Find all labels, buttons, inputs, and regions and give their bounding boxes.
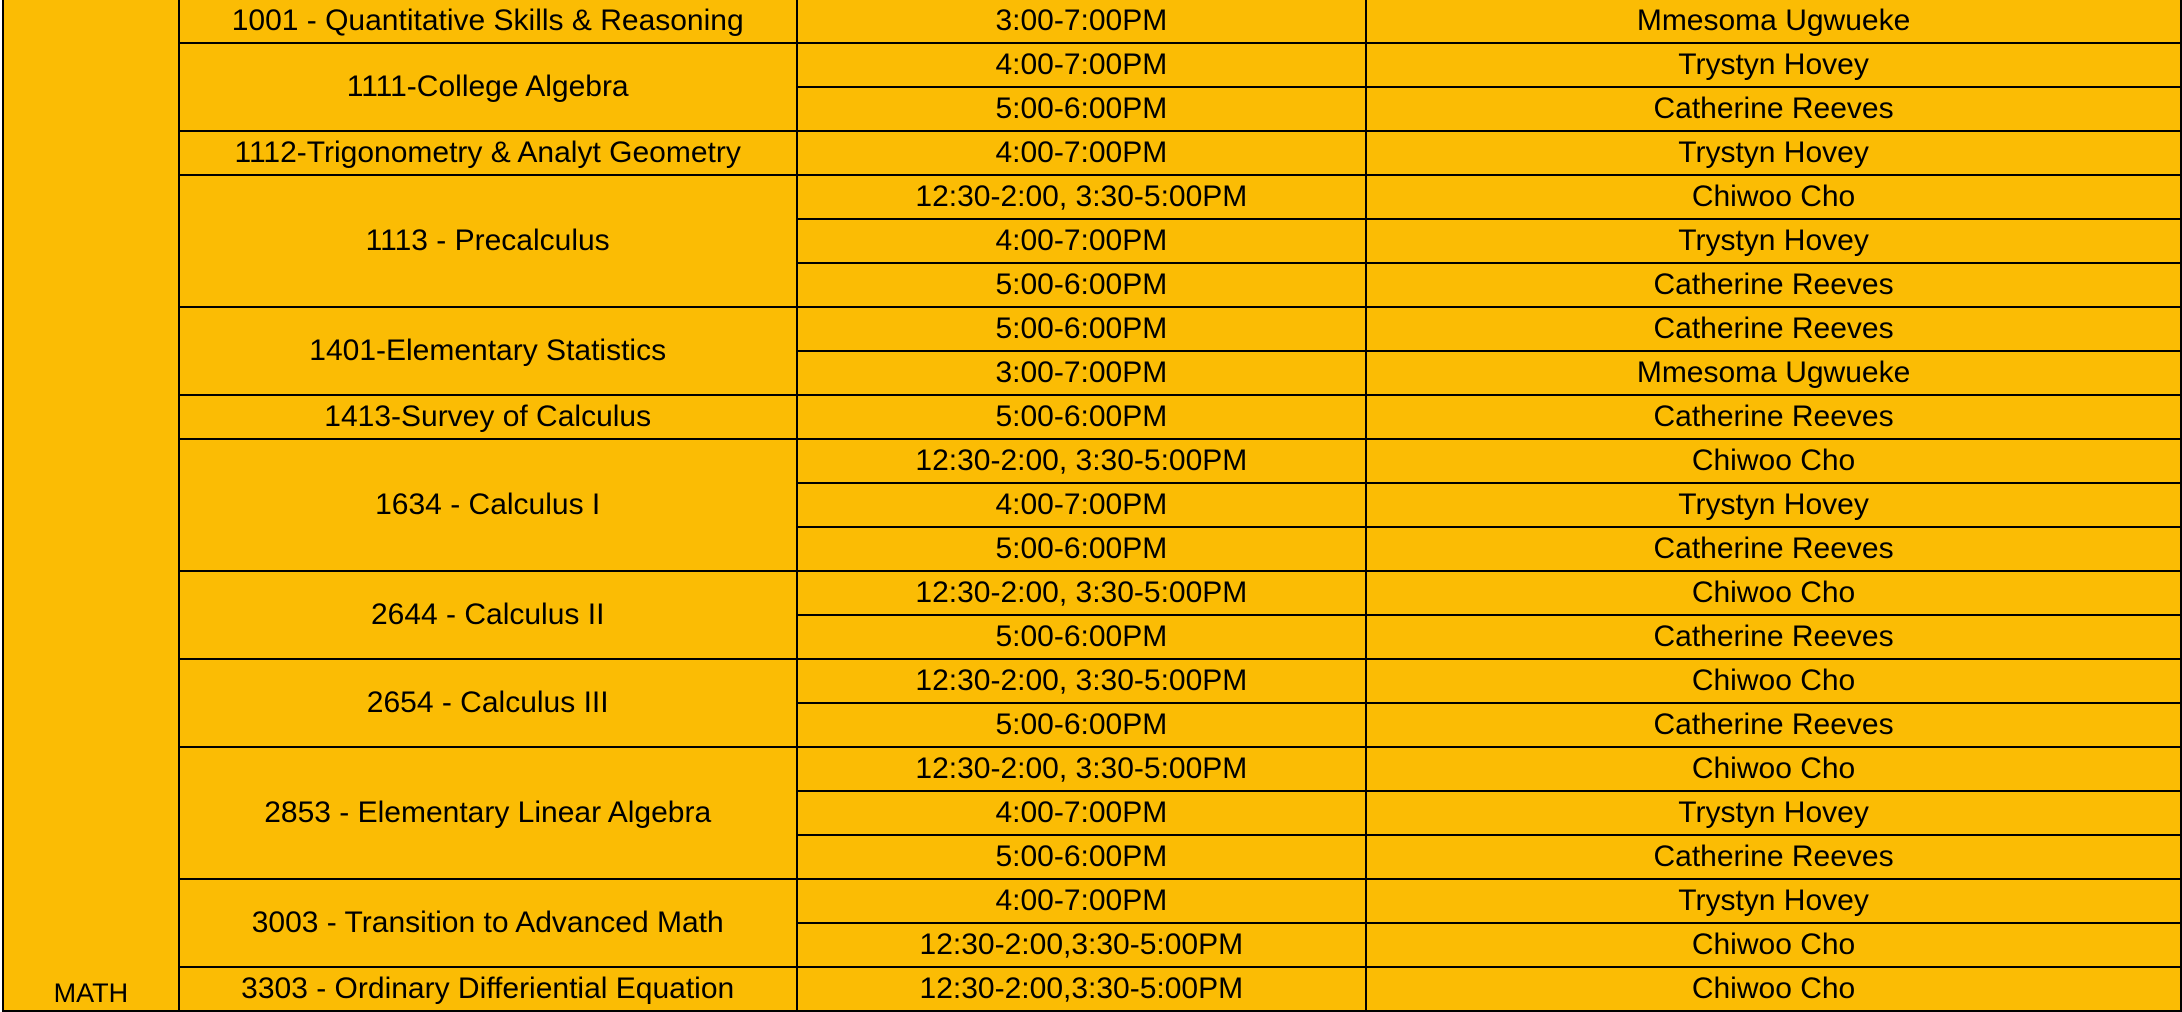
tutor-name-cell: Trystyn Hovey [1366, 131, 2181, 175]
session-time-cell: 5:00-6:00PM [797, 527, 1367, 571]
table-row [3, 395, 2181, 439]
table-row [3, 43, 2181, 87]
tutor-name-cell: Catherine Reeves [1366, 835, 2181, 879]
session-time-cell: 5:00-6:00PM [797, 615, 1367, 659]
tutor-name-cell: Trystyn Hovey [1366, 791, 2181, 835]
table-row [3, 131, 2181, 175]
course-name-cell: 1113 - Precalculus [179, 175, 797, 307]
tutor-name-cell: Chiwoo Cho [1366, 923, 2181, 967]
tutor-name-cell: Chiwoo Cho [1366, 175, 2181, 219]
tutor-name-cell: Mmesoma Ugwueke [1366, 0, 2181, 43]
course-name-cell: 1413-Survey of Calculus [179, 395, 797, 439]
session-time-cell: 4:00-7:00PM [797, 879, 1367, 923]
course-name-cell: 1001 - Quantitative Skills & Reasoning [179, 0, 797, 43]
tutor-name-cell: Trystyn Hovey [1366, 43, 2181, 87]
table-row [3, 747, 2181, 791]
tutor-name-cell: Catherine Reeves [1366, 615, 2181, 659]
tutor-name-cell: Trystyn Hovey [1366, 219, 2181, 263]
tutor-name-cell: Catherine Reeves [1366, 527, 2181, 571]
tutor-name-cell: Mmesoma Ugwueke [1366, 351, 2181, 395]
session-time-cell: 5:00-6:00PM [797, 835, 1367, 879]
table-row [3, 307, 2181, 351]
course-name-cell: 2853 - Elementary Linear Algebra [179, 747, 797, 879]
session-time-cell: 12:30-2:00, 3:30-5:00PM [797, 439, 1367, 483]
tutoring-schedule-table [2, 0, 2182, 1012]
session-time-cell: 3:00-7:00PM [797, 0, 1367, 43]
session-time-cell: 12:30-2:00,3:30-5:00PM [797, 967, 1367, 1011]
course-name-cell: 1401-Elementary Statistics [179, 307, 797, 395]
session-time-cell: 4:00-7:00PM [797, 791, 1367, 835]
course-name-cell: 1112-Trigonometry & Analyt Geometry [179, 131, 797, 175]
course-name-cell: 3303 - Ordinary Differiential Equation [179, 967, 797, 1011]
tutor-name-cell: Chiwoo Cho [1366, 659, 2181, 703]
session-time-cell: 5:00-6:00PM [797, 703, 1367, 747]
tutor-name-cell: Chiwoo Cho [1366, 439, 2181, 483]
session-time-cell: 4:00-7:00PM [797, 43, 1367, 87]
session-time-cell: 12:30-2:00, 3:30-5:00PM [797, 571, 1367, 615]
table-row [3, 571, 2181, 615]
tutor-name-cell: Catherine Reeves [1366, 263, 2181, 307]
session-time-cell: 4:00-7:00PM [797, 219, 1367, 263]
table-row [3, 967, 2181, 1011]
tutor-name-cell: Catherine Reeves [1366, 307, 2181, 351]
table-row [3, 0, 2181, 43]
table-row [3, 175, 2181, 219]
tutor-name-cell: Chiwoo Cho [1366, 747, 2181, 791]
subject-cell: MATH [3, 0, 179, 1011]
tutor-name-cell: Catherine Reeves [1366, 703, 2181, 747]
session-time-cell: 12:30-2:00, 3:30-5:00PM [797, 747, 1367, 791]
tutor-name-cell: Trystyn Hovey [1366, 483, 2181, 527]
tutor-name-cell: Chiwoo Cho [1366, 571, 2181, 615]
course-name-cell: 2644 - Calculus II [179, 571, 797, 659]
course-name-cell: 1111-College Algebra [179, 43, 797, 131]
tutor-name-cell: Trystyn Hovey [1366, 879, 2181, 923]
course-name-cell: 2654 - Calculus III [179, 659, 797, 747]
session-time-cell: 12:30-2:00,3:30-5:00PM [797, 923, 1367, 967]
session-time-cell: 5:00-6:00PM [797, 395, 1367, 439]
table-row [3, 879, 2181, 923]
tutor-name-cell: Catherine Reeves [1366, 87, 2181, 131]
session-time-cell: 4:00-7:00PM [797, 131, 1367, 175]
session-time-cell: 4:00-7:00PM [797, 483, 1367, 527]
session-time-cell: 5:00-6:00PM [797, 307, 1367, 351]
tutor-name-cell: Chiwoo Cho [1366, 967, 2181, 1011]
course-name-cell: 1634 - Calculus I [179, 439, 797, 571]
session-time-cell: 5:00-6:00PM [797, 263, 1367, 307]
schedule-body [3, 0, 2181, 1011]
session-time-cell: 12:30-2:00, 3:30-5:00PM [797, 175, 1367, 219]
table-row [3, 659, 2181, 703]
session-time-cell: 3:00-7:00PM [797, 351, 1367, 395]
table-row [3, 439, 2181, 483]
session-time-cell: 5:00-6:00PM [797, 87, 1367, 131]
course-name-cell: 3003 - Transition to Advanced Math [179, 879, 797, 967]
session-time-cell: 12:30-2:00, 3:30-5:00PM [797, 659, 1367, 703]
tutor-name-cell: Catherine Reeves [1366, 395, 2181, 439]
